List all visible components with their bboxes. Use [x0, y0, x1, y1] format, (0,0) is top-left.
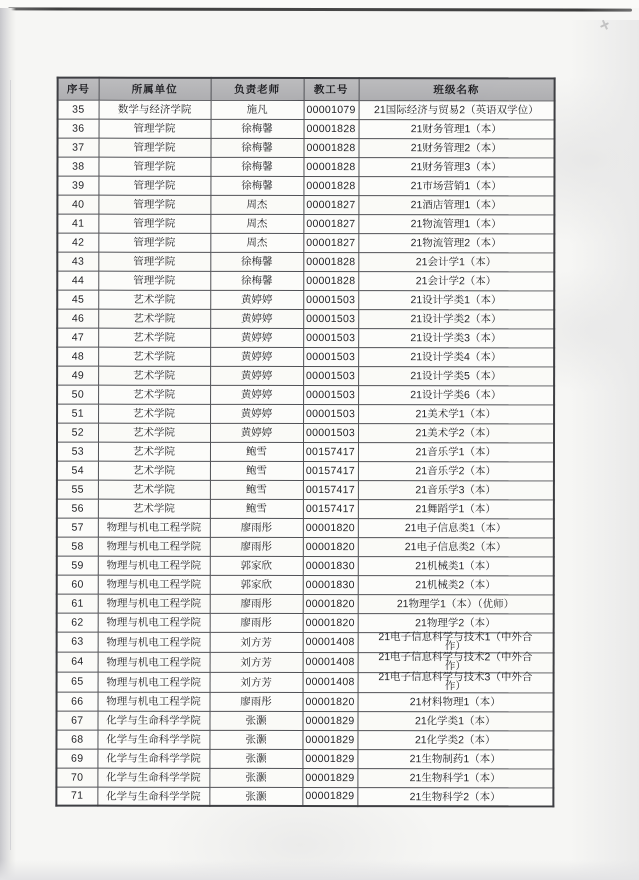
cell-unit: 艺术学院	[98, 480, 210, 499]
cell-index: 54	[57, 461, 98, 480]
cell-teacher: 黄婷婷	[210, 423, 303, 442]
cell-unit: 管理学院	[98, 157, 210, 176]
cell-index: 42	[57, 233, 98, 252]
cell-staff-id: 00001830	[303, 575, 358, 594]
cell-staff-id: 00001503	[303, 290, 358, 309]
table-row	[57, 138, 554, 158]
cell-class-name: 21电子信息类1（本）	[358, 518, 554, 537]
cell-unit: 艺术学院	[98, 347, 210, 366]
cell-staff-id: 00001408	[303, 632, 358, 652]
cell-unit: 管理学院	[98, 195, 210, 214]
cell-index: 67	[56, 711, 97, 730]
table-row	[57, 290, 554, 310]
table-row	[57, 594, 554, 614]
cell-index: 36	[58, 119, 99, 138]
cell-unit: 数学与经济学院	[99, 100, 211, 119]
cell-class-name: 21物流管理2（本）	[358, 233, 554, 252]
cell-teacher: 鲍雪	[210, 499, 303, 518]
cell-staff-id: 00001503	[303, 404, 358, 423]
table-row	[57, 575, 554, 595]
cell-unit: 艺术学院	[98, 328, 210, 347]
cell-teacher: 徐梅馨	[210, 252, 303, 271]
cell-class-name: 21设计学类3（本）	[358, 328, 554, 347]
cell-index: 55	[57, 480, 98, 499]
cell-class-name: 21物理学2（本）	[358, 613, 554, 632]
table-row	[57, 347, 554, 367]
cell-staff-id: 00157417	[303, 461, 358, 480]
cell-staff-id: 00001503	[303, 366, 358, 385]
cell-class-name: 21材料物理1（本）	[358, 692, 554, 711]
cell-class-name: 21设计学类4（本）	[358, 347, 554, 366]
cell-unit: 艺术学院	[98, 461, 210, 480]
column-header-index: 序号	[58, 78, 99, 100]
cell-staff-id: 00001503	[303, 385, 358, 404]
cell-index: 64	[57, 652, 98, 672]
cell-teacher: 黄婷婷	[210, 366, 303, 385]
cell-staff-id: 00001827	[303, 233, 358, 252]
cell-index: 51	[57, 404, 98, 423]
column-header-class-name: 班级名称	[359, 78, 555, 100]
cell-index: 43	[57, 252, 98, 271]
class-roster-table	[55, 77, 555, 808]
cell-teacher: 郭家欣	[210, 575, 303, 594]
cell-index: 50	[57, 385, 98, 404]
column-header-staff-id: 教工号	[304, 78, 359, 100]
cell-staff-id: 00157417	[303, 499, 358, 518]
table-row	[57, 366, 554, 386]
cell-teacher: 徐梅馨	[210, 176, 303, 195]
cell-teacher: 徐梅馨	[210, 271, 303, 290]
table-row	[57, 652, 554, 673]
cell-index: 44	[57, 271, 98, 290]
cell-unit: 艺术学院	[98, 290, 210, 309]
cell-unit: 化学与生命科学学院	[97, 768, 209, 787]
cell-unit: 化学与生命科学学院	[97, 711, 209, 730]
table-row	[57, 632, 554, 653]
table-body	[56, 100, 554, 807]
cell-staff-id: 00001827	[303, 195, 358, 214]
cell-staff-id: 00001079	[304, 100, 359, 119]
cell-staff-id: 00001820	[303, 594, 358, 613]
cell-index: 59	[57, 556, 98, 575]
cell-staff-id: 00001830	[303, 556, 358, 575]
cell-teacher: 刘方芳	[210, 652, 303, 672]
table-row	[57, 328, 554, 348]
cell-class-name: 21国际经济与贸易2（英语双学位）	[359, 100, 555, 119]
cell-teacher: 张灏	[209, 730, 302, 749]
cell-unit: 化学与生命科学学院	[97, 749, 209, 768]
cell-staff-id: 00157417	[303, 480, 358, 499]
cell-index: 65	[57, 672, 98, 692]
cell-staff-id: 00001408	[303, 652, 358, 672]
scan-edge-right-band	[569, 20, 639, 880]
cell-staff-id: 00001829	[302, 787, 357, 806]
table-row	[56, 768, 553, 788]
cell-class-name: 21物流管理1（本）	[358, 214, 554, 233]
scan-edge-left-line	[10, 80, 11, 850]
table-row	[57, 423, 554, 443]
cell-unit: 艺术学院	[98, 423, 210, 442]
cell-unit: 物理与机电工程学院	[98, 537, 210, 556]
cell-class-name: 21电子信息科学与技术3（中外合 作）	[358, 672, 554, 692]
cell-teacher: 周杰	[210, 233, 303, 252]
cell-unit: 艺术学院	[98, 366, 210, 385]
table-row	[57, 252, 554, 272]
table-row	[57, 233, 554, 253]
cell-class-name: 21会计学1（本）	[358, 252, 554, 271]
cell-unit: 化学与生命科学学院	[97, 730, 209, 749]
cell-index: 35	[58, 100, 99, 119]
cell-teacher: 黄婷婷	[210, 328, 303, 347]
cell-class-name: 21财务管理3（本）	[358, 157, 554, 176]
cell-staff-id: 00001828	[303, 157, 358, 176]
cell-teacher: 鲍雪	[210, 480, 303, 499]
cell-index: 47	[57, 328, 98, 347]
cell-class-name: 21财务管理2（本）	[358, 138, 554, 157]
cell-staff-id: 00001828	[304, 119, 359, 138]
cell-index: 39	[57, 176, 98, 195]
cell-unit: 物理与机电工程学院	[98, 632, 210, 652]
cell-unit: 物理与机电工程学院	[98, 692, 210, 711]
cell-unit: 物理与机电工程学院	[98, 652, 210, 672]
cell-class-name: 21化学类2（本）	[357, 730, 553, 749]
cell-index: 52	[57, 423, 98, 442]
cell-index: 61	[57, 594, 98, 613]
cell-teacher: 廖雨彤	[210, 518, 303, 537]
cell-class-name: 21电子信息科学与技术1（中外合 作）	[358, 632, 554, 652]
table-row	[58, 119, 555, 139]
table-row	[57, 271, 554, 291]
cell-teacher: 黄婷婷	[210, 404, 303, 423]
table-row	[57, 309, 554, 329]
table-row	[57, 385, 554, 405]
cell-index: 46	[57, 309, 98, 328]
scan-edge-top-line	[8, 7, 632, 11]
cell-teacher: 张灏	[209, 787, 302, 806]
cell-staff-id: 00157417	[303, 442, 358, 461]
table-row	[57, 518, 554, 538]
column-header-unit: 所属单位	[99, 78, 211, 100]
cell-staff-id: 00001828	[303, 138, 358, 157]
cell-unit: 物理与机电工程学院	[98, 613, 210, 632]
cell-index: 57	[57, 518, 98, 537]
header-row	[58, 78, 555, 101]
cell-unit: 物理与机电工程学院	[98, 575, 210, 594]
table-row	[57, 613, 554, 633]
cell-unit: 管理学院	[98, 271, 210, 290]
cell-index: 58	[57, 537, 98, 556]
cell-class-name: 21物理学1（本）（优师）	[358, 594, 554, 613]
cell-class-name: 21美术学1（本）	[358, 404, 554, 423]
cell-class-name: 21化学类1（本）	[357, 711, 553, 730]
cell-index: 63	[57, 632, 98, 652]
cell-unit: 管理学院	[98, 214, 210, 233]
cell-teacher: 廖雨彤	[210, 594, 303, 613]
cell-unit: 管理学院	[98, 252, 210, 271]
cell-teacher: 徐梅馨	[211, 119, 304, 138]
cell-teacher: 鲍雪	[210, 461, 303, 480]
cell-index: 41	[57, 214, 98, 233]
cell-index: 66	[57, 692, 98, 711]
cell-staff-id: 00001820	[303, 692, 358, 711]
cell-class-name: 21音乐学2（本）	[358, 461, 554, 480]
cell-class-name: 21会计学2（本）	[358, 271, 554, 290]
table-row	[56, 787, 553, 807]
cell-teacher: 张灏	[209, 749, 302, 768]
cell-index: 49	[57, 366, 98, 385]
cell-staff-id: 00001827	[303, 214, 358, 233]
cell-index: 69	[56, 749, 97, 768]
cell-unit: 管理学院	[98, 138, 210, 157]
cell-class-name: 21设计学类6（本）	[358, 385, 554, 404]
cell-class-name: 21电子信息类2（本）	[358, 537, 554, 556]
table-row	[57, 537, 554, 557]
cell-teacher: 刘方芳	[210, 632, 303, 652]
cell-staff-id: 00001820	[303, 613, 358, 632]
cell-class-name: 21舞蹈学1（本）	[358, 499, 554, 518]
cell-staff-id: 00001828	[303, 176, 358, 195]
cell-teacher: 周杰	[210, 195, 303, 214]
cell-class-name: 21设计学类2（本）	[358, 309, 554, 328]
cell-class-name: 21电子信息科学与技术2（中外合 作）	[358, 652, 554, 672]
table-row	[57, 499, 554, 519]
cell-unit: 管理学院	[98, 176, 210, 195]
cell-class-name: 21财务管理1（本）	[359, 119, 555, 138]
cell-teacher: 黄婷婷	[210, 290, 303, 309]
table-row	[57, 480, 554, 500]
cell-unit: 艺术学院	[98, 309, 210, 328]
cell-unit: 物理与机电工程学院	[98, 594, 210, 613]
cell-unit: 物理与机电工程学院	[98, 556, 210, 575]
table-row	[56, 749, 553, 769]
cell-unit: 物理与机电工程学院	[98, 518, 210, 537]
cell-class-name: 21设计学类5（本）	[358, 366, 554, 385]
cell-index: 53	[57, 442, 98, 461]
cell-unit: 管理学院	[98, 233, 210, 252]
cell-class-name: 21酒店管理1（本）	[358, 195, 554, 214]
cell-staff-id: 00001828	[303, 271, 358, 290]
table-row	[57, 195, 554, 215]
cell-index: 71	[56, 787, 97, 806]
cell-teacher: 黄婷婷	[210, 347, 303, 366]
cell-index: 45	[57, 290, 98, 309]
cell-index: 38	[57, 157, 98, 176]
cell-unit: 艺术学院	[98, 385, 210, 404]
cell-teacher: 张灏	[209, 711, 302, 730]
cell-class-name: 21机械类1（本）	[358, 556, 554, 575]
table-row	[57, 672, 554, 693]
column-header-teacher: 负责老师	[211, 78, 304, 100]
cell-class-name: 21市场营销1（本）	[358, 176, 554, 195]
cell-staff-id: 00001820	[303, 518, 358, 537]
cell-staff-id: 00001828	[303, 252, 358, 271]
cell-staff-id: 00001408	[303, 672, 358, 692]
cell-staff-id: 00001829	[302, 749, 357, 768]
cell-class-name: 21美术学2（本）	[358, 423, 554, 442]
table-row	[57, 556, 554, 576]
table-row	[57, 214, 554, 234]
cell-teacher: 廖雨彤	[210, 537, 303, 556]
cell-teacher: 廖雨彤	[210, 613, 303, 632]
cell-teacher: 施凡	[211, 100, 304, 119]
cell-class-name: 21音乐学1（本）	[358, 442, 554, 461]
cell-unit: 艺术学院	[98, 404, 210, 423]
cell-class-name: 21生物制药1（本）	[357, 749, 553, 768]
cell-unit: 化学与生命科学学院	[97, 787, 209, 806]
cell-teacher: 张灏	[209, 768, 302, 787]
table-row	[57, 404, 554, 424]
table-row	[57, 442, 554, 462]
scan-edge-bottom-band	[0, 860, 639, 880]
cell-staff-id: 00001829	[302, 730, 357, 749]
cell-teacher: 徐梅馨	[210, 157, 303, 176]
cell-unit: 艺术学院	[98, 442, 210, 461]
cell-index: 62	[57, 613, 98, 632]
table-row	[56, 730, 553, 750]
cell-teacher: 黄婷婷	[210, 309, 303, 328]
cell-unit: 艺术学院	[98, 499, 210, 518]
cell-staff-id: 00001829	[302, 768, 357, 787]
cell-teacher: 黄婷婷	[210, 385, 303, 404]
cell-staff-id: 00001820	[303, 537, 358, 556]
table-row	[57, 157, 554, 177]
table-row	[57, 176, 554, 196]
cell-teacher: 郭家欣	[210, 556, 303, 575]
cell-teacher: 周杰	[210, 214, 303, 233]
cell-staff-id: 00001503	[303, 328, 358, 347]
cell-class-name: 21音乐学3（本）	[358, 480, 554, 499]
cell-staff-id: 00001503	[303, 347, 358, 366]
cell-teacher: 鲍雪	[210, 442, 303, 461]
cell-unit: 物理与机电工程学院	[98, 672, 210, 692]
cell-teacher: 刘方芳	[210, 672, 303, 692]
cell-teacher: 廖雨彤	[210, 692, 303, 711]
cell-index: 56	[57, 499, 98, 518]
cell-index: 60	[57, 575, 98, 594]
cell-class-name: 21设计学类1（本）	[358, 290, 554, 309]
cell-teacher: 徐梅馨	[210, 138, 303, 157]
cell-index: 68	[56, 730, 97, 749]
cell-class-name: 21机械类2（本）	[358, 575, 554, 594]
table-row	[56, 711, 553, 731]
cell-index: 70	[56, 768, 97, 787]
cell-unit: 管理学院	[99, 119, 211, 138]
scan-edge-left-band	[0, 8, 16, 880]
cell-staff-id: 00001829	[302, 711, 357, 730]
table-row	[58, 100, 555, 120]
cell-class-name: 21生物科学2（本）	[357, 787, 553, 806]
cell-index: 48	[57, 347, 98, 366]
cell-staff-id: 00001503	[303, 309, 358, 328]
cell-index: 40	[57, 195, 98, 214]
cell-index: 37	[57, 138, 98, 157]
cell-class-name: 21生物科学1（本）	[357, 768, 553, 787]
cell-staff-id: 00001503	[303, 423, 358, 442]
table-row	[57, 692, 554, 712]
table-row	[57, 461, 554, 481]
